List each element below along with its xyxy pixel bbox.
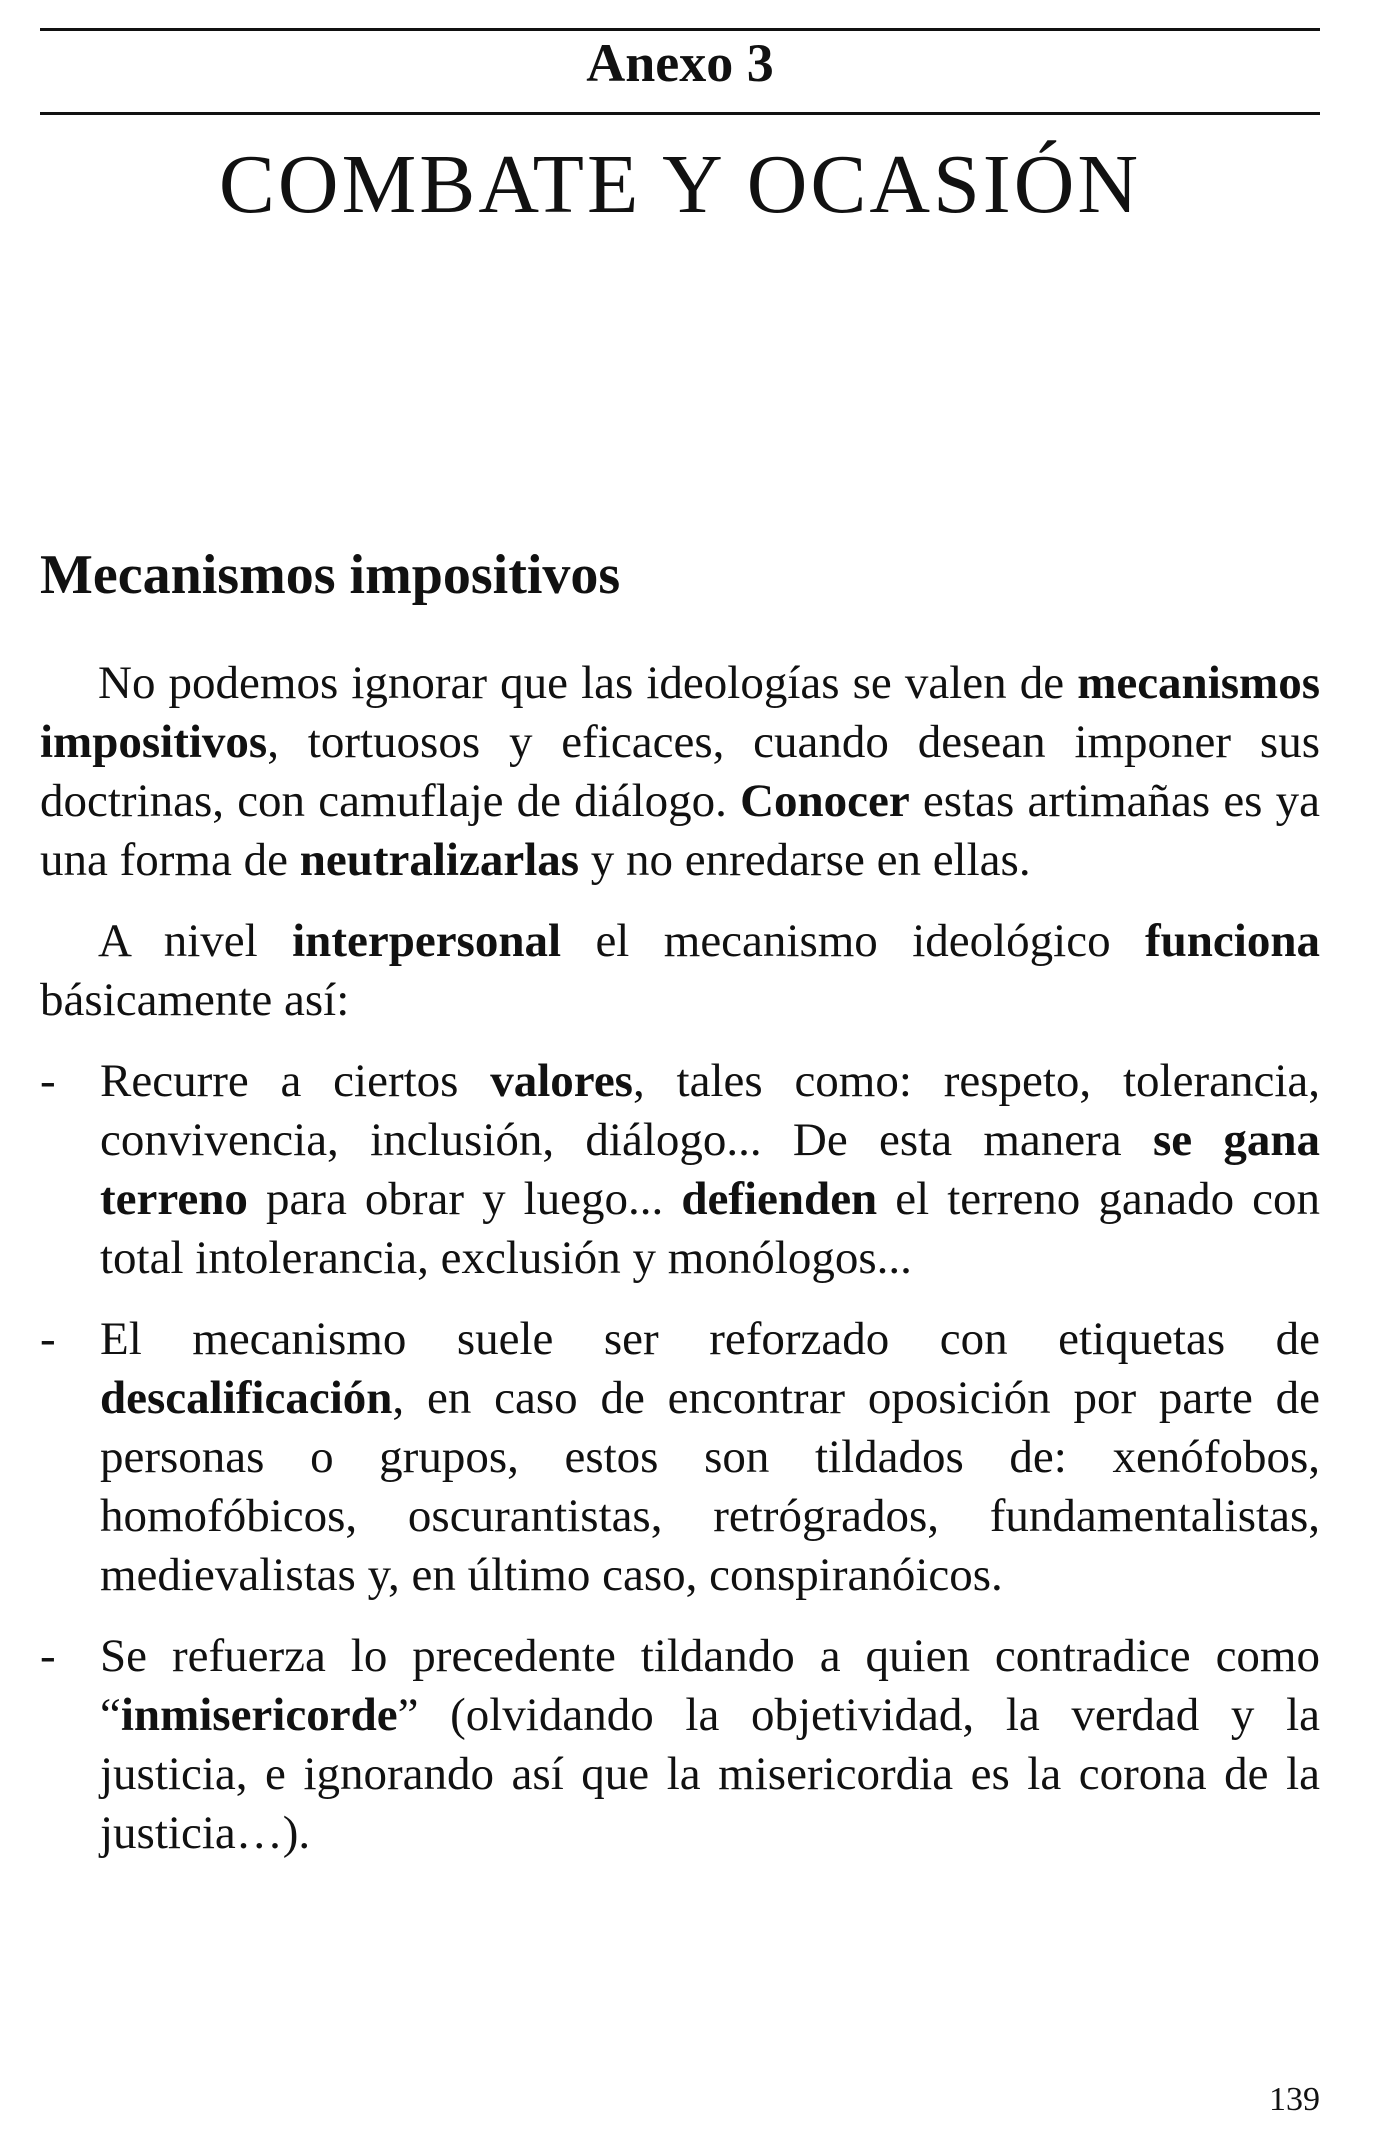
text-run: el terreno ganado con total intolerancia, exclusión y monólogos... (100, 1173, 1320, 1284)
bold-term: valores (490, 1055, 633, 1107)
list-item (40, 1310, 1320, 1605)
list-bullet: - (40, 1313, 56, 1365)
text-run: estas artimañas es ya una forma de (40, 775, 1321, 886)
text-run: ” (olvidando la objetividad, la verdad y la justicia, e ignorando así que la misericordia es la corona de la justicia…). (100, 1689, 1320, 1859)
bold-term: se gana terreno (100, 1114, 1321, 1225)
text-run: , tortuosos y eficaces, cuando desean imponer sus doctrinas, con camuflaje de diálogo. (40, 716, 1320, 827)
paragraph-interpersonal (40, 912, 1320, 1030)
text-run: El mecanismo suele ser reforzado con etiquetas de (100, 1313, 1320, 1365)
text-run: , tales como: respeto, tolerancia, convivencia, inclusión, diálogo... De esta manera (100, 1055, 1320, 1166)
bold-term: funciona (1145, 915, 1320, 967)
paragraph-intro (40, 654, 1320, 890)
body-text (40, 654, 1320, 1885)
list-bullet: - (40, 1630, 56, 1682)
bold-term: neutralizarlas (299, 834, 580, 886)
text-run: el mecanismo ideológico (561, 915, 1145, 967)
bold-term: Conocer (740, 775, 910, 827)
list-bullet: - (40, 1055, 56, 1107)
text-run: y no enredarse en ellas. (579, 834, 1031, 886)
bold-term: mecanismos impositivos (40, 657, 1320, 768)
section-heading: Mecanismos impositivos (40, 544, 621, 606)
bold-term: interpersonal (292, 915, 562, 967)
text-run: para obrar y luego... (247, 1173, 682, 1225)
bold-term: defienden (681, 1173, 878, 1225)
header-bottom-rule (40, 112, 1320, 115)
mechanism-list (40, 1052, 1320, 1863)
text-run: Recurre a ciertos (100, 1055, 491, 1107)
text-run: básicamente así: (40, 974, 350, 1026)
text-run: Se refuerza lo precedente tildando a quien contradice como “ (100, 1630, 1320, 1741)
list-item (40, 1052, 1320, 1288)
annex-label: Anexo 3 (586, 33, 774, 93)
page-number: 139 (1269, 2081, 1320, 2118)
bold-term: inmisericorde (120, 1689, 398, 1741)
bold-term: descalificación (100, 1372, 393, 1424)
text-run: , en caso de encontrar oposición por parte de personas o grupos, estos son tildados de: xenófobos, homofóbicos, oscurantistas, retrógrados, fundamentalistas, medievalistas y, en último caso, conspiranóicos. (100, 1372, 1320, 1601)
text-run: A nivel (98, 915, 293, 967)
list-item (40, 1627, 1320, 1863)
text-run: No podemos ignorar que las ideologías se valen de (98, 657, 1078, 709)
chapter-title: COMBATE Y OCASIÓN (218, 138, 1142, 231)
